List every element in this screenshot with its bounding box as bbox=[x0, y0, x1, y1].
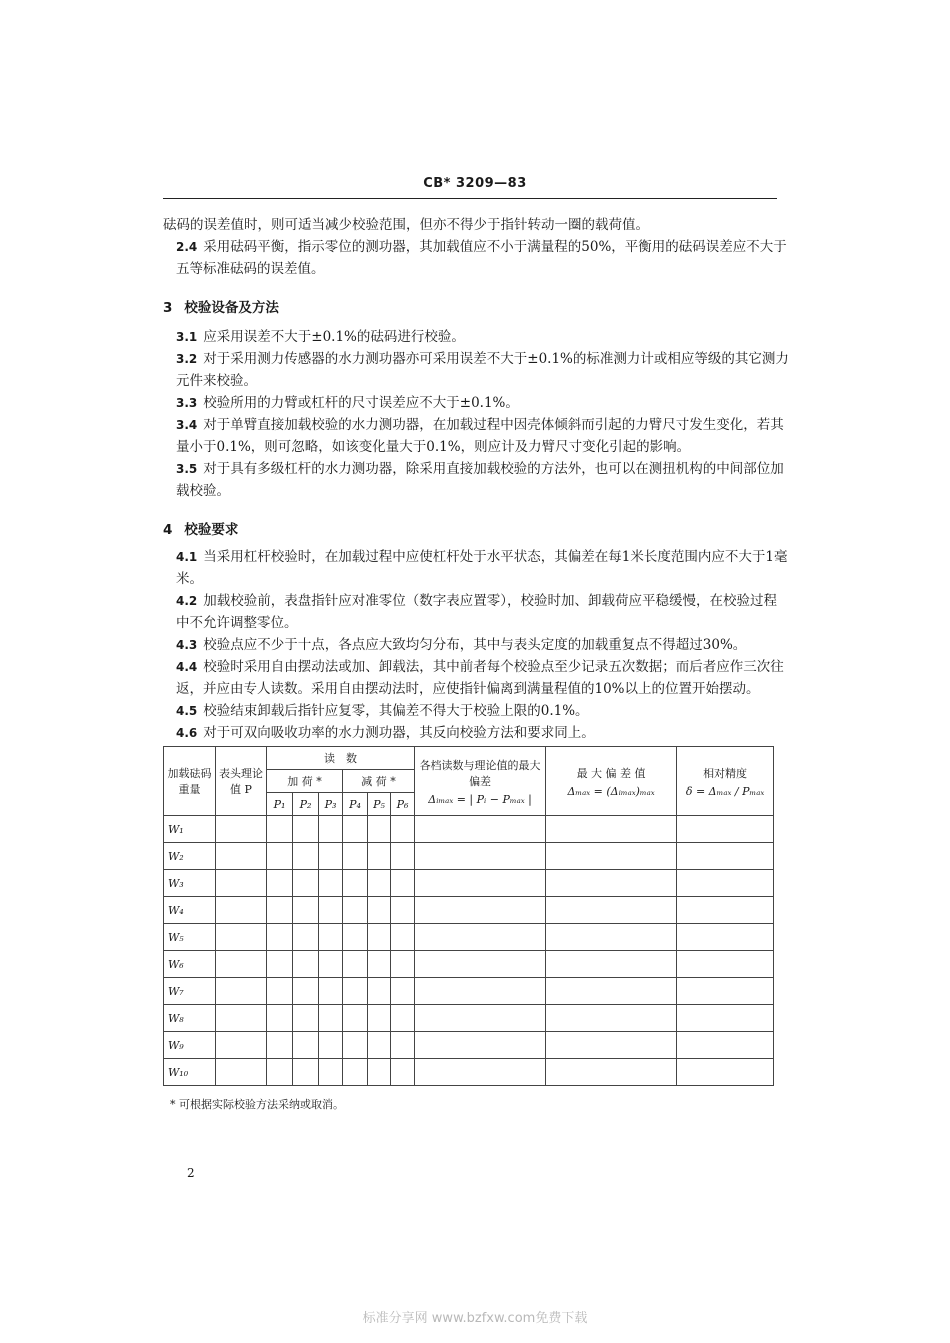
table-row bbox=[164, 1005, 774, 1032]
table-cell bbox=[293, 1032, 319, 1059]
table-cell bbox=[391, 1005, 415, 1032]
table-cell bbox=[267, 924, 293, 951]
clause-number: 3.3 bbox=[176, 396, 198, 410]
table-cell bbox=[391, 816, 415, 843]
table-cell bbox=[293, 951, 319, 978]
header-p6: P₆ bbox=[391, 793, 415, 816]
table-cell bbox=[415, 897, 546, 924]
header-relative-accuracy: 相对精度 δ = Δₘₐₓ / Pₘₐₓ bbox=[677, 747, 774, 816]
table-cell bbox=[319, 1005, 343, 1032]
watermark: 标准分享网 www.bzfxw.com免费下载 bbox=[362, 1311, 588, 1326]
table-cell bbox=[216, 1005, 267, 1032]
row-weight-label: W₆ bbox=[164, 951, 216, 978]
table-cell bbox=[546, 1032, 677, 1059]
paragraph-text: 校验结束卸载后指针应复零，其偏差不得大于校验上限的0.1%。 bbox=[203, 703, 589, 719]
paragraph-3-5 bbox=[163, 458, 790, 502]
table-cell bbox=[368, 1005, 391, 1032]
clause-number: 4.4 bbox=[176, 660, 198, 674]
paragraph-text: 校验所用的力臂或杠杆的尺寸误差应不大于±0.1%。 bbox=[203, 395, 519, 411]
header-readings: 读 数 bbox=[267, 747, 415, 770]
table-cell bbox=[319, 870, 343, 897]
table-cell bbox=[216, 951, 267, 978]
section-3-heading bbox=[163, 296, 279, 316]
paragraph-text: 校验点应不少于十点，各点应大致均匀分布，其中与表头定度的加载重复点不得超过30%。 bbox=[203, 637, 747, 653]
paragraph-continued bbox=[163, 214, 777, 236]
row-weight-label: W₂ bbox=[164, 843, 216, 870]
table-cell bbox=[546, 1059, 677, 1086]
table-cell bbox=[368, 897, 391, 924]
row-weight-label: W₁₀ bbox=[164, 1059, 216, 1086]
header-p3: P₃ bbox=[319, 793, 343, 816]
table-cell bbox=[368, 1059, 391, 1086]
table-cell bbox=[319, 843, 343, 870]
calibration-table bbox=[163, 746, 774, 1086]
page-number: 2 bbox=[187, 1166, 195, 1180]
table-cell bbox=[267, 1032, 293, 1059]
paragraph-3-2 bbox=[163, 348, 790, 392]
row-weight-label: W₃ bbox=[164, 870, 216, 897]
table-cell bbox=[267, 897, 293, 924]
paragraph-3-4 bbox=[163, 414, 790, 458]
table-cell bbox=[267, 1005, 293, 1032]
clause-number: 4.2 bbox=[176, 594, 198, 608]
table-cell bbox=[546, 951, 677, 978]
clause-number: 4.3 bbox=[176, 638, 198, 652]
header-p4: P₄ bbox=[343, 793, 368, 816]
section-number: 4 bbox=[163, 522, 173, 538]
table-cell bbox=[415, 951, 546, 978]
table-cell bbox=[415, 1005, 546, 1032]
table-cell bbox=[368, 843, 391, 870]
table-cell bbox=[293, 924, 319, 951]
table-cell bbox=[677, 1032, 774, 1059]
table-cell bbox=[319, 924, 343, 951]
table-cell bbox=[677, 816, 774, 843]
clause-number: 4.5 bbox=[176, 704, 198, 718]
table-row bbox=[164, 1032, 774, 1059]
header-p1: P₁ bbox=[267, 793, 293, 816]
table-cell bbox=[546, 870, 677, 897]
table-cell bbox=[415, 870, 546, 897]
table-cell bbox=[343, 843, 368, 870]
row-weight-label: W₈ bbox=[164, 1005, 216, 1032]
table-cell bbox=[415, 924, 546, 951]
table-cell bbox=[677, 843, 774, 870]
table-cell bbox=[267, 843, 293, 870]
row-weight-label: W₇ bbox=[164, 978, 216, 1005]
clause-number: 4.6 bbox=[176, 726, 198, 740]
table-cell bbox=[546, 924, 677, 951]
paragraph-text: 对于采用测力传感器的水力测功器亦可采用误差不大于±0.1%的标准测力计或相应等级的其它测力元件来校验。 bbox=[176, 351, 789, 389]
clause-number: 3.2 bbox=[176, 352, 198, 366]
table-cell bbox=[319, 816, 343, 843]
table-cell bbox=[293, 1005, 319, 1032]
row-weight-label: W₉ bbox=[164, 1032, 216, 1059]
paragraph-3-3 bbox=[163, 392, 790, 414]
paragraph-text: 对于具有多级杠杆的水力测功器，除采用直接加载校验的方法外，也可以在测扭机构的中间部位加载校验。 bbox=[176, 461, 784, 499]
table-cell bbox=[343, 1005, 368, 1032]
document-code: CB* 3209—83 bbox=[423, 176, 527, 191]
table-cell bbox=[677, 951, 774, 978]
table-row bbox=[164, 924, 774, 951]
header-theoretical-value: 表头理论值 P bbox=[216, 747, 267, 816]
table-cell bbox=[391, 978, 415, 1005]
table-cell bbox=[368, 951, 391, 978]
table-cell bbox=[343, 951, 368, 978]
paragraph-4-6 bbox=[163, 722, 790, 744]
header-p5: P₅ bbox=[368, 793, 391, 816]
table-cell bbox=[391, 924, 415, 951]
table-cell bbox=[267, 978, 293, 1005]
table-cell bbox=[391, 951, 415, 978]
table-cell bbox=[391, 1059, 415, 1086]
table-cell bbox=[677, 897, 774, 924]
table-cell bbox=[546, 978, 677, 1005]
section-title: 校验设备及方法 bbox=[184, 300, 279, 316]
clause-number: 3.5 bbox=[176, 462, 198, 476]
table-cell bbox=[293, 870, 319, 897]
table-cell bbox=[319, 1059, 343, 1086]
table-cell bbox=[216, 1059, 267, 1086]
paragraph-text: 应采用误差不大于±0.1%的砝码进行校验。 bbox=[203, 329, 465, 345]
paragraph-4-3 bbox=[163, 634, 790, 656]
table-cell bbox=[319, 951, 343, 978]
table-cell bbox=[415, 978, 546, 1005]
paragraph-text: 对于单臂直接加载校验的水力测功器，在加载过程中因壳体倾斜而引起的力臂尺寸发生变化，若其量小于0.1%，则可忽略，如该变化量大于0.1%，则应计及力臂尺寸变化引起的影响。 bbox=[176, 417, 784, 455]
header-max-deviation-each: 各档读数与理论值的最大偏差 Δᵢₘₐₓ = | Pᵢ − Pₘₐₓ | bbox=[415, 747, 546, 816]
table-cell bbox=[216, 816, 267, 843]
paragraph-text: 加载校验前，表盘指针应对准零位（数字表应置零），校验时加、卸载荷应平稳缓慢，在校验过程中不允许调整零位。 bbox=[176, 593, 778, 631]
section-4-heading bbox=[163, 518, 238, 538]
table-cell bbox=[216, 870, 267, 897]
clause-number: 2.4 bbox=[176, 240, 198, 254]
paragraph-text: 当采用杠杆校验时，在加载过程中应使杠杆处于水平状态，其偏差在每1米长度范围内应不大于1毫米。 bbox=[176, 549, 788, 587]
table-cell bbox=[216, 1032, 267, 1059]
paragraph-2-4 bbox=[163, 236, 790, 280]
table-cell bbox=[343, 897, 368, 924]
paragraph-text: 采用砝码平衡，指示零位的测功器，其加载值应不小于满量程的50%，平衡用的砝码误差应不大于五等标准砝码的误差值。 bbox=[176, 239, 787, 277]
table-cell bbox=[415, 1059, 546, 1086]
table-cell bbox=[343, 978, 368, 1005]
table-cell bbox=[391, 1032, 415, 1059]
row-weight-label: W₄ bbox=[164, 897, 216, 924]
table-cell bbox=[391, 897, 415, 924]
table-cell bbox=[293, 816, 319, 843]
table-cell bbox=[293, 978, 319, 1005]
table-row bbox=[164, 843, 774, 870]
header-rule bbox=[163, 198, 777, 199]
table-cell bbox=[546, 897, 677, 924]
section-number: 3 bbox=[163, 300, 173, 316]
table-cell bbox=[546, 816, 677, 843]
footnote: * 可根据实际校验方法采纳或取消。 bbox=[170, 1098, 344, 1111]
table-cell bbox=[343, 1059, 368, 1086]
table-row bbox=[164, 897, 774, 924]
header-p2: P₂ bbox=[293, 793, 319, 816]
table-cell bbox=[415, 843, 546, 870]
table-cell bbox=[368, 978, 391, 1005]
section-title: 校验要求 bbox=[184, 522, 239, 538]
table-cell bbox=[216, 897, 267, 924]
paragraph-4-1 bbox=[163, 546, 790, 590]
table-cell bbox=[677, 924, 774, 951]
clause-number: 3.4 bbox=[176, 418, 198, 432]
paragraph-text: 对于可双向吸收功率的水力测功器，其反向校验方法和要求同上。 bbox=[203, 725, 595, 741]
row-weight-label: W₅ bbox=[164, 924, 216, 951]
table-cell bbox=[267, 870, 293, 897]
paragraph-4-5 bbox=[163, 700, 790, 722]
paragraph-text: 校验时采用自由摆动法或加、卸载法，其中前者每个校验点至少记录五次数据；而后者应作三次往返，并应由专人读数。采用自由摆动法时，应使指针偏离到满量程值的10%以上的位置开始摆动。 bbox=[176, 659, 784, 697]
table-cell bbox=[368, 1032, 391, 1059]
table-cell bbox=[677, 1059, 774, 1086]
table-cell bbox=[293, 843, 319, 870]
table-body bbox=[164, 816, 774, 1086]
table-cell bbox=[368, 924, 391, 951]
table-cell bbox=[267, 816, 293, 843]
table-cell bbox=[343, 870, 368, 897]
table-cell bbox=[319, 1032, 343, 1059]
table-cell bbox=[267, 1059, 293, 1086]
table-cell bbox=[343, 816, 368, 843]
table-cell bbox=[216, 978, 267, 1005]
table-cell bbox=[267, 951, 293, 978]
paragraph-3-1 bbox=[163, 326, 790, 348]
table-cell bbox=[293, 897, 319, 924]
table-row bbox=[164, 1059, 774, 1086]
header-weight: 加载砝码重量 bbox=[164, 747, 216, 816]
table-cell bbox=[216, 924, 267, 951]
header-unloading: 减 荷 * bbox=[343, 770, 415, 793]
header-loading: 加 荷 * bbox=[267, 770, 343, 793]
table-cell bbox=[216, 843, 267, 870]
table-cell bbox=[677, 1005, 774, 1032]
row-weight-label: W₁ bbox=[164, 816, 216, 843]
table-cell bbox=[391, 843, 415, 870]
table-cell bbox=[546, 843, 677, 870]
table-cell bbox=[677, 870, 774, 897]
table-cell bbox=[319, 897, 343, 924]
table-cell bbox=[677, 978, 774, 1005]
table-cell bbox=[368, 816, 391, 843]
table-row bbox=[164, 951, 774, 978]
table-cell bbox=[546, 1005, 677, 1032]
table-row bbox=[164, 978, 774, 1005]
clause-number: 4.1 bbox=[176, 550, 198, 564]
paragraph-4-4 bbox=[163, 656, 790, 700]
table-row bbox=[164, 816, 774, 843]
table-cell bbox=[368, 870, 391, 897]
table-cell bbox=[319, 978, 343, 1005]
table-row bbox=[164, 870, 774, 897]
table-cell bbox=[391, 870, 415, 897]
table-cell bbox=[415, 1032, 546, 1059]
header-max-deviation: 最 大 偏 差 值 Δₘₐₓ = (Δᵢₘₐₓ)ₘₐₓ bbox=[546, 747, 677, 816]
table-cell bbox=[343, 1032, 368, 1059]
table-cell bbox=[293, 1059, 319, 1086]
paragraph-text: 砝码的误差值时，则可适当减少校验范围，但亦不得少于指针转动一圈的载荷值。 bbox=[163, 217, 649, 233]
paragraph-4-2 bbox=[163, 590, 790, 634]
table-cell bbox=[343, 924, 368, 951]
clause-number: 3.1 bbox=[176, 330, 198, 344]
table-cell bbox=[415, 816, 546, 843]
